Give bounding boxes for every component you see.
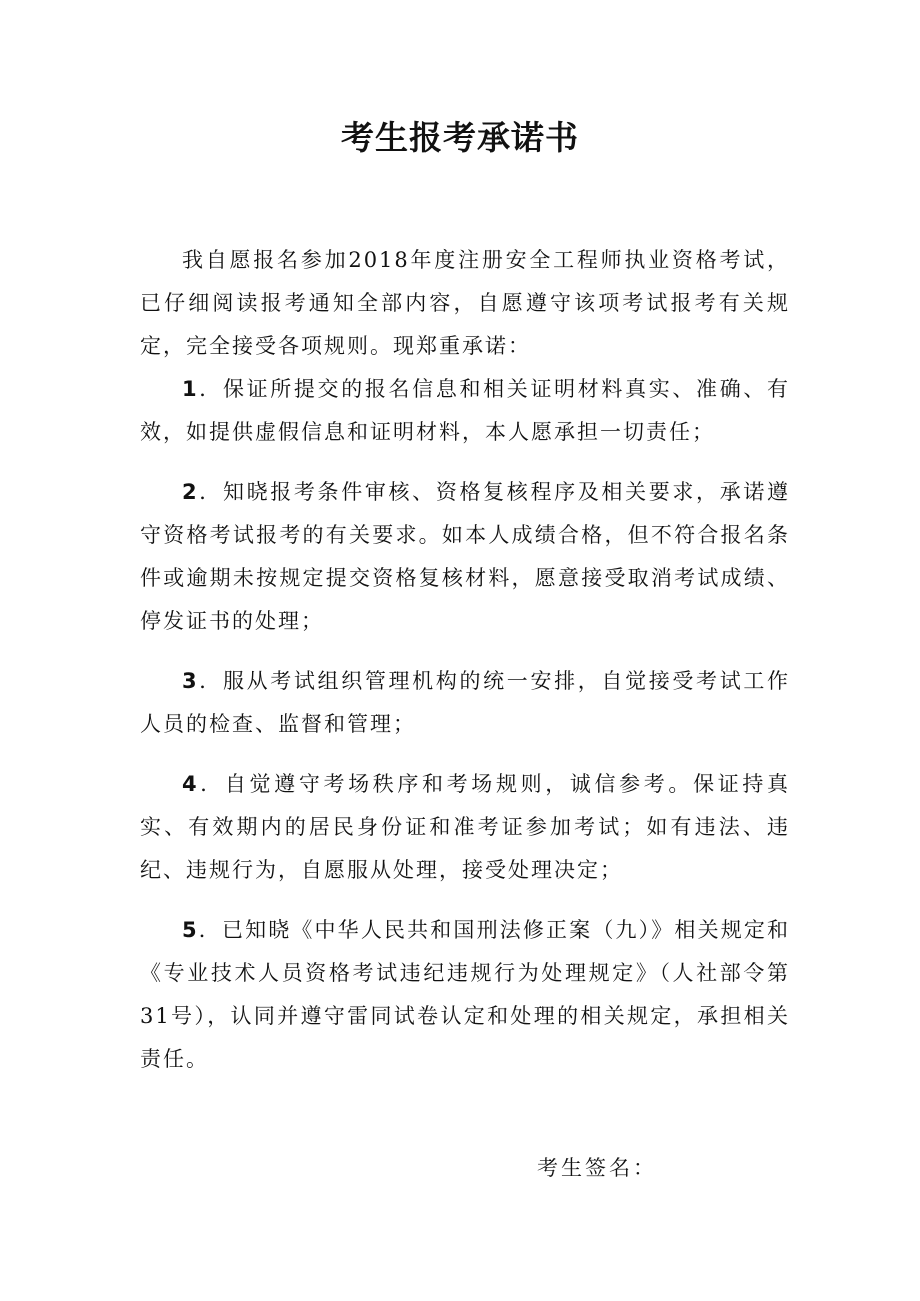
document-body — [140, 239, 790, 1081]
item-separator: ． — [198, 918, 222, 942]
item-number: 4 — [182, 772, 199, 796]
commitment-item-5 — [140, 909, 790, 1081]
item-separator: ． — [198, 772, 225, 796]
item-separator: ． — [198, 377, 223, 401]
item-number: 2 — [182, 480, 199, 504]
item-text: 知晓报考条件审核、资格复核程序及相关要求，承诺遵守资格考试报考的有关要求。如本人成绩合格，但不符合报名条件或逾期未按规定提交资格复核材料，愿意接受取消考试成绩、停发证书的处理； — [140, 480, 791, 633]
item-text: 保证所提交的报名信息和相关证明材料真实、准确、有效，如提供虚假信息和证明材料，本人愿承担一切责任； — [140, 377, 791, 444]
item-separator: ． — [198, 669, 223, 693]
item-number: 5 — [182, 918, 199, 942]
item-number: 3 — [182, 669, 199, 693]
item-text: 已知晓《中华人民共和国刑法修正案（九）》相关规定和《专业技术人员资格考试违纪违规行为处理规定》（人社部令第31号），认同并遵守雷同试卷认定和处理的相关规定，承担相关责任。 — [140, 918, 791, 1071]
document-title: 考生报考承诺书 — [341, 118, 579, 157]
signature-label: 考生签名： — [537, 1156, 657, 1180]
item-number: 1 — [182, 377, 199, 401]
commitment-item-1 — [140, 368, 790, 454]
intro-paragraph: 我自愿报名参加2018年度注册安全工程师执业资格考试，已仔细阅读报考通知全部内容，自愿遵守该项考试报考有关规定，完全接受各项规则。现郑重承诺： — [140, 248, 790, 358]
commitment-item-4 — [140, 763, 790, 892]
commitment-item-3 — [140, 660, 790, 746]
item-text: 自觉遵守考场秩序和考场规则，诚信参考。保证持真实、有效期内的居民身份证和准考证参加考试；如有违法、违纪、违规行为，自愿服从处理，接受处理决定； — [140, 772, 790, 882]
item-text: 服从考试组织管理机构的统一安排，自觉接受考试工作人员的检查、监督和管理； — [140, 669, 791, 736]
item-separator: ． — [198, 480, 223, 504]
commitment-item-2 — [140, 471, 790, 643]
